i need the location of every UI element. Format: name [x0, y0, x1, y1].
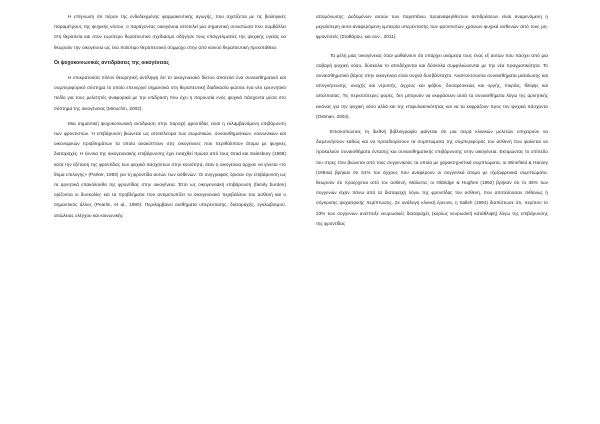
paragraph: Η επικρατούσα πλέον θεωρητική αντίληψη ότι το οικογενειακό δίκτυο αποτελεί ένα συναισθηματικό και συμπεριφορικό σύστημα το οποίο επενεργεί σημαντικά στη θεραπευτική διαδικασία φώτισε ένα νέο ερευνητικό πεδίο για τους μελετητές αναφορικά με την επίδραση που έχει η παρουσία ενός ψυχικά πάσχοντα μέσα στο σύστημα της οικογένειας (Minuchin, 2002). — [54, 75, 286, 111]
paragraph: Η επίγνωση ότι πέραν της ενδεδειγμένης φαρμακευτικής αγωγής, που σχετίζεται με τις βιολογικές παραμέτρους της ψυχικής νόσου, ο παράγοντας οικογένεια αποτελεί μια σημαντική συνιστώσα που συμβάλλει στη θεραπεία και στον ευρύτερο θεραπευτικό σχεδιασμό οδήγησε τους επαγγελματίες της ψυχικής υγείας να θεωρούν την οικογένεια ως ένα πολύτιμο θεραπευτικό σύμμαχο στην από κοινού θεραπευτική προσπάθεια. — [54, 14, 286, 50]
left-column — [54, 12, 286, 221]
paragraph: απομόνωσης. Δεδομένων αυτών των παραπάνω προαναφερθέντων αντιδράσεων είναι αναμενόμενη η μεγαλύτερη αυτο-αναφερόμενη εμπειρία υπερέντασης των φροντιστών χρόνιων ψυχικά ασθενών από τους μη-φροντιστές (Σταθάρου, και συν., 2011). — [316, 14, 548, 40]
section-heading: Οι ψυχοκοινωνικές αντιδράσεις της οικογένειας — [54, 59, 170, 66]
paragraph: Μια σημαντική ψυχοκοινωνική αντίδραση στην παροχή φροντίδας είναι η εκλαμβανόμενη επιβάρυνση των φροντιστών. Η επιβάρυνση βιώνεται ως αποτέλεσμα των σωματικών, συναισθηματικών, κοινωνικών και οικονομικών προβλημάτων τα οποία ανακύπτουν στις οικογένειες που περιθάλπουν άτομα με ψυχικές διαταραχές. Η έννοια της οικογενειακής επιβάρυνσης έχει εισαχθεί πρώτα από τους Grad και Sainsbury (1968) κατά την εξέταση της φροντίδας των ψυχικά πασχόντων στην κοινότητα, όταν η οικογένεια άρχισε να γίνεται «το θύμα επιλογής» (Parker, 1993) για τη φροντίδα αυτών των ασθενών. Οι συγγραφείς όρισαν την επιβάρυνση ως τα αρνητικά επακόλουθα της φροντίδας στην οικογένεια. Έτσι ως οικογενειακή επιβάρυνση (family burden) ορίζονται οι δυσκολίες και τα προβλήματα που αντιμετωπίζει το οικογενειακό περιβάλλον του ασθενή και ο σημαντικός άλλος (Pearlin, et al., 1990). Περιλαμβάνει αισθήματα υπερέντασης, διαταραχής, εγκλωβισμού, απώλειας ελέγχου και κοινωνικής — [54, 120, 286, 218]
right-column — [316, 12, 548, 229]
paragraph: Τα μέλη μιας οικογένειας όταν μαθαίνουν ότι υπάρχει ανάμεσα τους ένας εξ αυτών που πάσχει από μια σοβαρή ψυχική νόσο, δύσκολα το αποδέχονται και δύσκολα συμφιλιώνονται με την νέα πραγματικότητα. Το συναισθηματικό βάρος στην οικογένεια είναι συχνά δυσβάσταχτο. Αναπτύσσονται συναισθήματα ματαίωσης και απογοήτευσης, ανοχής και ντροπής, άγχους και φόβου, δυσαρέσκειας και οργής, πικρίας, θλίψης και απελπισίας. Τις περισσότερες φορές, δεν μπορούν να εκφράσουν αυτά τα συναισθήματα λόγω της αρνητικής εικόνας για την ψυχική νόσο αλλά και της επιφυλακτικότητας και να τα εκφράζουν προς τον ψυχικά πάσχοντα (Ostman, 2004). — [316, 52, 548, 119]
paragraph: Επισκοπώντας τη διεθνή βιβλιογραφία φαίνεται ότι μια σειρά κλινικών μελετών επιχειρούν να διερευνήσουν καθώς και να προσδιορίσουν τα συμπτώματα της συμπεριφοράς του ασθενή που φαίνεται να προκαλούν συναισθήματα έντασης και συναισθηματικής επιβάρυνσης στην οικογένεια. Εκτιμώντας το επίπεδο του στρες που βιώνεται από τους συγγενικούς τα οποία με χαρακτηριστικά συμπτώματα, οι Winefield & Harvey (1994a) βρήκαν ότι 51% του άγχους που αναφέρουν οι συγγενικά άτομα με σχιζοφρενικά συμπτώματα, θεωρούν ότι προέρχεται από τον ασθενή. Μάλιστα, οι Oldridge & Hughes (1992) βρήκαν ότι το 36% των συγγενών είχαν πάνω από τα διαταραχή λόγω της φροντίδας του ασθενή, που αποτελούσαν πιθανώς ή σύγκρισης ψυχιατρικής περίπτωσης. Σε ανάλογη κλινική έρευνα, η Salleh (1994) διαπίστωσε ότι, περίπου το 23% των συγγενών ανέπτυξε νευρωσικές διαταραχές (κυρίως νευρωσική κατάθλιψη) λόγω της επιβάρυνσης της φροντίδας — [316, 129, 548, 226]
